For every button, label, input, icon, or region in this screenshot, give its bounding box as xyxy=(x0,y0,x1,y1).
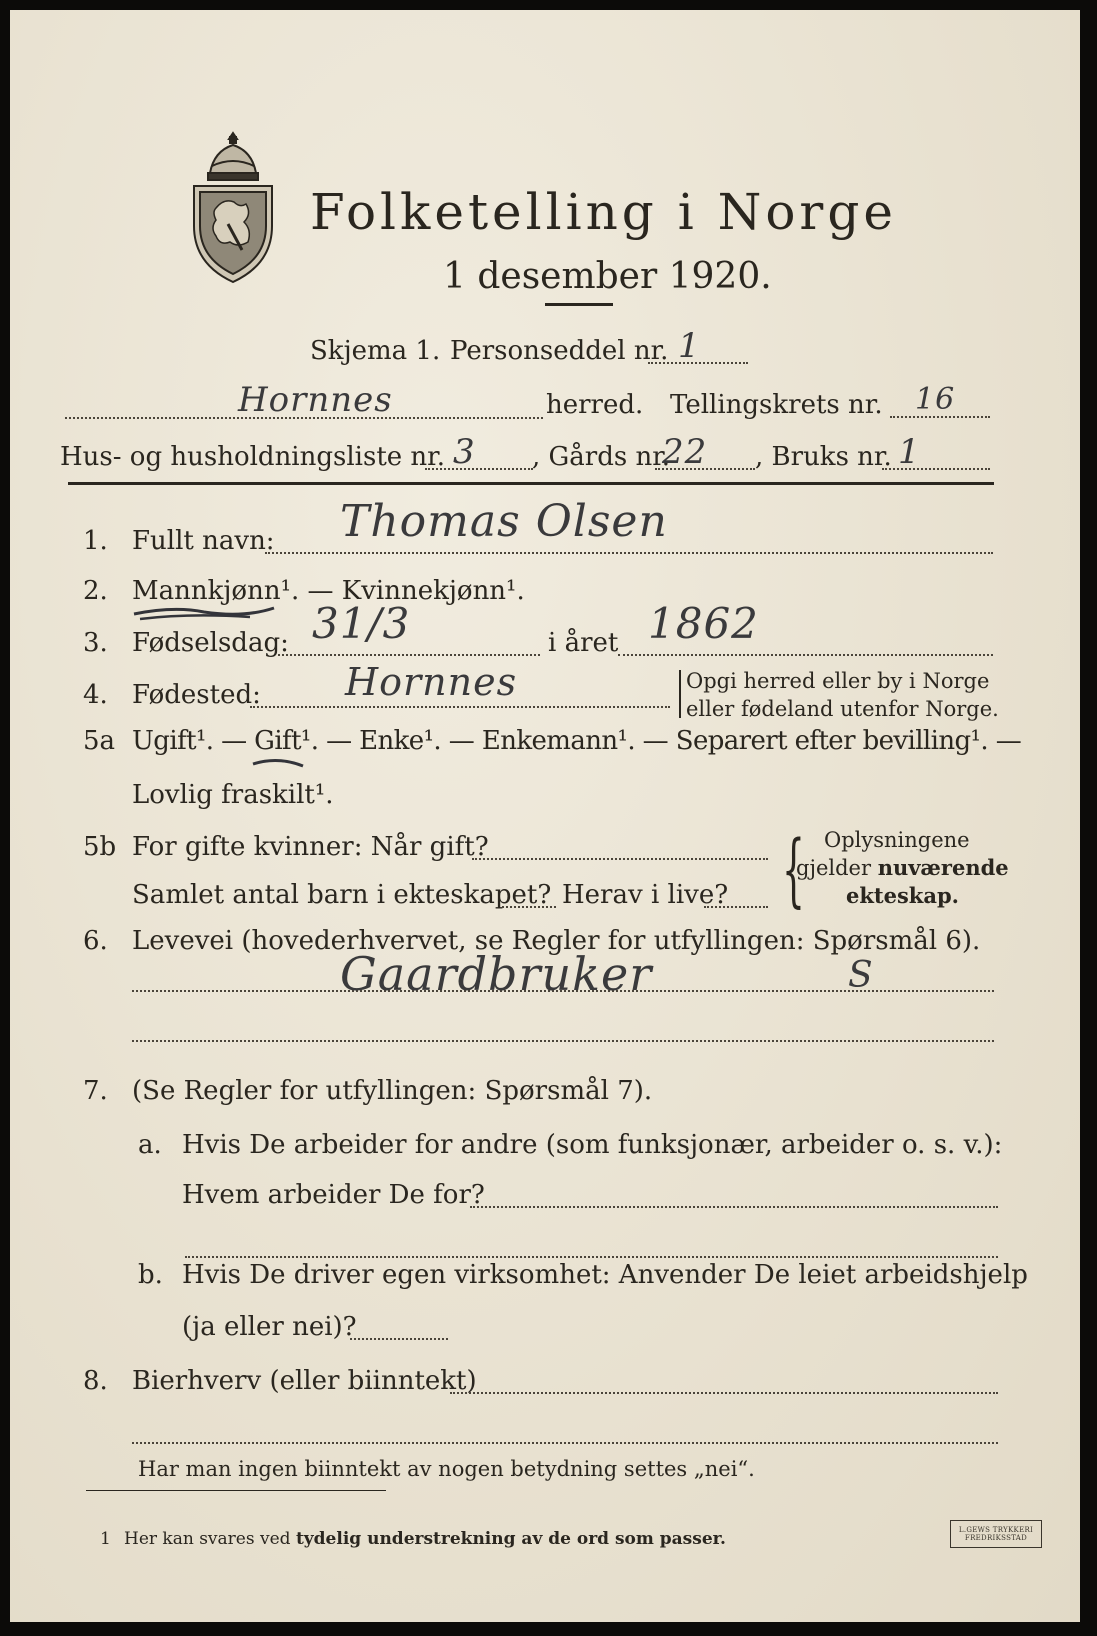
footnote-mark: 1 xyxy=(100,1529,111,1549)
q8-number: 8. xyxy=(83,1366,108,1396)
gards-value[interactable]: 22 xyxy=(662,432,708,472)
q5b-number: 5b xyxy=(83,832,117,862)
q3-label: Fødselsdag: xyxy=(132,628,289,658)
q5b-note-line3: ekteskap. xyxy=(846,883,959,908)
marital-options: Ugift¹. — Gift¹. — Enke¹. — Enkemann¹. — Separert efter bevilling¹. — xyxy=(132,726,1022,756)
q5a-number: 5a xyxy=(83,726,116,756)
q7b-line2: (ja eller nei)? xyxy=(182,1312,357,1342)
occupation-code-mark: S xyxy=(848,955,874,996)
q7-text: (Se Regler for utfyllingen: Spørsmål 7). xyxy=(132,1076,653,1106)
bruks-value[interactable]: 1 xyxy=(898,432,921,472)
tellingskrets-label: Tellingskrets nr. xyxy=(670,390,883,420)
q7-number: 7. xyxy=(83,1076,108,1106)
herred-value[interactable]: Hornnes xyxy=(238,380,393,420)
gards-label: , Gårds nr. xyxy=(532,442,671,472)
q5b-children: Samlet antal barn i ekteskapet? xyxy=(132,880,552,910)
title-divider xyxy=(545,303,613,306)
q3-number: 3. xyxy=(83,628,108,658)
q5b-brace: { xyxy=(781,823,805,916)
q1-number: 1. xyxy=(83,526,108,556)
q6-text: Levevei (hovederhvervet, se Regler for utfyllingen: Spørsmål 6). xyxy=(132,926,981,956)
q7a-line2: Hvem arbeider De for? xyxy=(182,1180,485,1210)
birthplace-value[interactable]: Hornnes xyxy=(345,660,518,704)
q5b-married-when: For gifte kvinner: Når gift? xyxy=(132,832,489,862)
birthday-value[interactable]: 31/3 xyxy=(312,599,411,648)
header-divider xyxy=(68,482,994,485)
q8-text: Bierhverv (eller biinntekt) xyxy=(132,1366,477,1396)
gender-underline-mark xyxy=(130,602,280,626)
birth-year-value[interactable]: 1862 xyxy=(648,599,759,648)
q4-number: 4. xyxy=(83,680,108,710)
q4-note-line1: Opgi herred eller by i Norge xyxy=(686,669,990,693)
q7b-number: b. xyxy=(138,1260,163,1290)
full-name-value[interactable]: Thomas Olsen xyxy=(340,496,668,547)
q2-number: 2. xyxy=(83,576,108,606)
gender-options: Mannkjønn¹. — Kvinnekjønn¹. xyxy=(132,576,525,606)
q8-note: Har man ingen biinntekt av nogen betydning settes „nei“. xyxy=(138,1457,755,1481)
tellingskrets-value[interactable]: 16 xyxy=(915,382,956,417)
marital-options-line2: Lovlig fraskilt¹. xyxy=(132,780,334,810)
page-title: Folketelling i Norge xyxy=(310,183,897,241)
q7a-line1: Hvis De arbeider for andre (som funksjonær, arbeider o. s. v.): xyxy=(182,1130,1003,1160)
hus-label: Hus- og husholdningsliste nr. xyxy=(60,442,446,472)
q5b-alive: Herav i live? xyxy=(562,880,729,910)
q4-label: Fødested: xyxy=(132,680,261,710)
personseddel-value[interactable]: 1 xyxy=(678,326,701,366)
census-form-sheet xyxy=(10,10,1080,1622)
marital-underline-mark xyxy=(250,756,310,776)
personseddel-label: Personseddel nr. xyxy=(450,336,669,366)
printer-stamp: L.GEWS TRYKKERI FREDRIKSSTAD xyxy=(950,1520,1042,1548)
footnote-divider xyxy=(86,1490,386,1491)
q7b-line1: Hvis De driver egen virksomhet: Anvender De leiet arbeidshjelp xyxy=(182,1260,1028,1290)
q6-number: 6. xyxy=(83,926,108,956)
herred-label: herred. xyxy=(546,390,644,420)
q5b-note-line2: gjelder nuværende xyxy=(796,855,1009,880)
occupation-value[interactable]: Gaardbruker xyxy=(340,947,653,1001)
coat-of-arms-icon xyxy=(188,128,278,288)
q4-note-line2: eller fødeland utenfor Norge. xyxy=(686,697,999,721)
footnote-text: Her kan svares ved tydelig understrekning av de ord som passer. xyxy=(124,1529,726,1549)
q7a-number: a. xyxy=(138,1130,162,1160)
q1-label: Fullt navn: xyxy=(132,526,275,556)
hus-value[interactable]: 3 xyxy=(453,432,476,472)
q5b-note-line1: Oplysningene xyxy=(824,828,970,852)
census-date: 1 desember 1920. xyxy=(443,256,772,297)
bruks-label: , Bruks nr. xyxy=(755,442,892,472)
q3-year-label: i året xyxy=(548,628,619,658)
skjema-label: Skjema 1. xyxy=(310,336,441,366)
